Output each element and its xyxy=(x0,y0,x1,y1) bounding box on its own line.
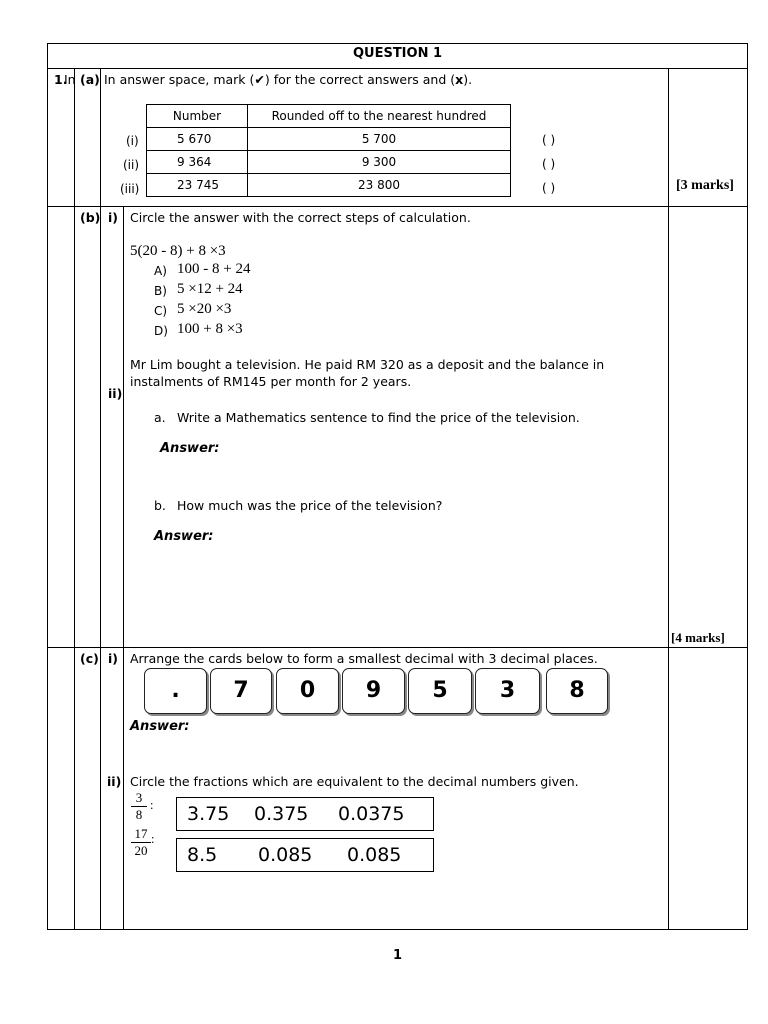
story-line-1: Mr Lim bought a television. He paid RM 320 as a deposit and the balance in xyxy=(130,357,605,372)
col-divider-3 xyxy=(123,206,124,930)
question-number: 1. xyxy=(54,72,68,87)
answer-bracket[interactable]: ( ) xyxy=(542,133,556,147)
option-text[interactable]: 100 - 8 + 24 xyxy=(177,261,251,277)
part-c-sub-i-text: Arrange the cards below to form a smallest decimal with 3 decimal places. xyxy=(130,651,598,666)
question-a: Write a Mathematics sentence to find the price of the television. xyxy=(177,410,580,425)
part-c-sub-ii-text: Circle the fractions which are equivalent to the decimal numbers given. xyxy=(130,774,579,789)
instruction-post: ). xyxy=(463,72,473,87)
part-b-marks: [4 marks] xyxy=(671,630,725,645)
decimal-option[interactable]: 0.375 xyxy=(254,803,309,825)
row-label: (iii) xyxy=(120,182,140,196)
instruction-pre: In answer space, mark ( xyxy=(104,72,255,87)
row-number: 9 364 xyxy=(147,151,248,174)
number-card[interactable]: 7 xyxy=(210,668,272,714)
table-row xyxy=(147,128,511,151)
table-row xyxy=(147,151,511,174)
row-number: 5 670 xyxy=(147,128,248,151)
question-b: How much was the price of the television? xyxy=(177,498,443,513)
answer-bracket[interactable]: ( ) xyxy=(542,157,556,171)
option-text[interactable]: 5 ×12 + 24 xyxy=(177,281,243,297)
part-a-label: (a) xyxy=(80,72,100,87)
question-title: QUESTION 1 xyxy=(352,46,443,61)
option-text[interactable]: 5 ×20 ×3 xyxy=(177,301,232,317)
fraction-17-20 xyxy=(130,826,155,859)
numerator: 17 xyxy=(134,826,148,841)
rounding-table xyxy=(146,104,511,197)
fraction-colon: : xyxy=(150,798,154,812)
decimal-option[interactable]: 0.0375 xyxy=(338,803,405,825)
instruction-mid: ) for the correct answers and ( xyxy=(264,72,456,87)
decimal-options-box xyxy=(176,838,434,872)
option-letter: D) xyxy=(154,324,168,338)
part-b-label: (b) xyxy=(80,210,101,225)
answer-label-a: Answer: xyxy=(160,441,220,456)
part-b-sub-ii-label: ii) xyxy=(108,386,123,401)
expression: 5(20 - 8) + 8 ×3 xyxy=(130,243,226,259)
part-c-sub-i-label: i) xyxy=(108,651,118,666)
col-divider-2 xyxy=(100,68,101,930)
decimal-option[interactable]: 8.5 xyxy=(187,844,218,866)
table-border-right xyxy=(747,43,748,930)
rounding-table-header xyxy=(147,105,511,128)
story-line-2: instalments of RM145 per month for 2 years. xyxy=(130,374,412,389)
header-rounded: Rounded off to the nearest hundred xyxy=(248,105,511,128)
row-divider-ab xyxy=(47,206,748,207)
question-a-letter: a. xyxy=(154,410,166,425)
number-card[interactable]: . xyxy=(144,668,207,714)
part-b-sub-i-text: Circle the answer with the correct steps of calculation. xyxy=(130,210,471,225)
denominator: 20 xyxy=(134,843,148,858)
row-divider-bc xyxy=(47,647,748,648)
answer-bracket[interactable]: ( ) xyxy=(542,181,556,195)
answer-label-c: Answer: xyxy=(130,719,190,734)
number-card[interactable]: 0 xyxy=(276,668,339,714)
part-a-instruction xyxy=(104,72,472,87)
option-letter: B) xyxy=(154,284,167,298)
question-b-letter: b. xyxy=(154,498,166,513)
row-label: (ii) xyxy=(123,158,140,172)
part-c-sub-ii-label: ii) xyxy=(107,774,122,789)
decimal-option[interactable]: 0.085 xyxy=(347,844,402,866)
row-label: (i) xyxy=(126,134,139,148)
denominator: 8 xyxy=(135,807,143,822)
number-card[interactable]: 3 xyxy=(475,668,540,714)
row-rounded: 23 800 xyxy=(248,174,511,197)
decimal-options-box xyxy=(176,797,434,831)
number-card[interactable]: 8 xyxy=(546,668,608,714)
fraction-colon: : xyxy=(151,832,155,846)
row-rounded: 5 700 xyxy=(248,128,511,151)
answer-label-b: Answer: xyxy=(154,529,214,544)
table-border-top xyxy=(47,43,748,44)
part-a-marks: [3 marks] xyxy=(676,178,734,193)
fraction-3-8 xyxy=(130,790,148,823)
table-border-left xyxy=(47,43,48,930)
table-border-bottom xyxy=(47,929,748,930)
number-card[interactable]: 5 xyxy=(408,668,472,714)
numerator: 3 xyxy=(135,790,143,805)
table-border-header xyxy=(47,68,748,69)
overlap-text: In xyxy=(64,72,76,87)
col-divider-marks xyxy=(668,68,669,930)
header-number: Number xyxy=(147,105,248,128)
number-card[interactable]: 9 xyxy=(342,668,405,714)
col-divider-1 xyxy=(74,68,75,930)
row-rounded: 9 300 xyxy=(248,151,511,174)
decimal-option[interactable]: 3.75 xyxy=(187,803,230,825)
option-letter: C) xyxy=(154,304,168,318)
part-c-label: (c) xyxy=(80,651,99,666)
option-letter: A) xyxy=(154,264,167,278)
cross-mark-icon: x xyxy=(455,72,464,87)
table-row xyxy=(147,174,511,197)
part-b-sub-i-label: i) xyxy=(108,210,118,225)
page-number: 1 xyxy=(392,948,403,963)
check-mark-icon: ✔ xyxy=(254,72,265,87)
row-number: 23 745 xyxy=(147,174,248,197)
decimal-option[interactable]: 0.085 xyxy=(258,844,313,866)
option-text[interactable]: 100 + 8 ×3 xyxy=(177,321,243,337)
